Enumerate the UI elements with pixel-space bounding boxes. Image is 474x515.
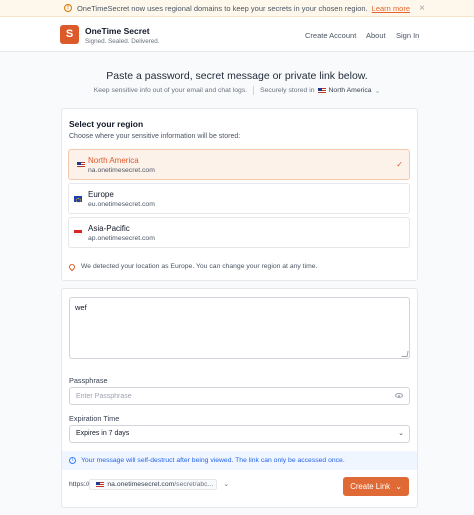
us-flag-icon — [77, 162, 85, 167]
region-host: ap.onetimesecret.com — [88, 235, 155, 242]
divider — [253, 86, 254, 95]
hero-subtext: Keep sensitive info out of your email and chat logs. — [93, 87, 248, 94]
stored-label: Securely stored in — [260, 87, 315, 94]
secret-textarea[interactable] — [69, 297, 410, 359]
ap-flag-icon — [74, 230, 82, 236]
us-flag-icon — [318, 88, 326, 93]
close-icon[interactable]: × — [419, 3, 425, 14]
banner-text: OneTimeSecret now uses regional domains to keep your secrets in your chosen region. — [76, 3, 368, 13]
create-link-button[interactable] — [343, 477, 409, 496]
info-text: Your message will self-destruct after being viewed. The link can only be accessed once. — [81, 457, 345, 464]
url-host: na.onetimesecret.com — [107, 480, 175, 488]
region-host: eu.onetimesecret.com — [88, 201, 155, 208]
url-preview — [69, 477, 229, 491]
eu-flag-icon — [74, 196, 82, 202]
region-name: Asia-Pacific — [88, 224, 130, 233]
warning-icon: ! — [64, 4, 72, 12]
location-pin-icon — [68, 262, 76, 270]
site-header — [0, 17, 474, 52]
region-host: na.onetimesecret.com — [88, 167, 155, 174]
chevron-down-icon: ⌄ — [374, 87, 381, 95]
resize-handle-icon[interactable] — [401, 351, 408, 357]
chevron-down-icon: ⌄ — [395, 482, 402, 491]
location-notice — [69, 263, 317, 270]
region-name: North America — [88, 156, 139, 165]
eye-icon[interactable] — [395, 393, 403, 398]
url-path: /secret/abc... — [174, 480, 214, 488]
announcement-banner — [0, 0, 474, 17]
passphrase-input[interactable] — [69, 387, 410, 405]
nav-sign-in[interactable]: Sign In — [396, 31, 420, 40]
region-option-asia-pacific[interactable] — [68, 217, 410, 248]
region-option-europe[interactable] — [68, 183, 410, 214]
region-subtitle: Choose where your sensitive information will be stored: — [69, 133, 241, 140]
page-headline: Paste a password, secret message or private link below. — [106, 70, 368, 82]
expiration-label: Expiration Time — [69, 414, 120, 423]
region-dropdown[interactable] — [315, 87, 381, 95]
check-icon: ✓ — [396, 160, 403, 169]
brand-tagline: Signed. Sealed. Delivered. — [85, 38, 160, 45]
url-scheme: https:// — [69, 480, 90, 488]
chevron-down-icon: ⌄ — [398, 430, 404, 437]
region-name: Europe — [88, 190, 114, 199]
chevron-down-icon[interactable]: ⌄ — [223, 481, 229, 488]
hero-subline — [0, 86, 474, 95]
us-flag-icon — [96, 482, 104, 487]
stored-region: North America — [328, 87, 372, 94]
domain-selector[interactable] — [89, 479, 217, 490]
learn-more-link[interactable]: Learn more — [371, 3, 411, 13]
logo[interactable]: S — [60, 25, 79, 44]
nav-create-account[interactable]: Create Account — [305, 31, 357, 40]
expiration-select[interactable] — [69, 425, 410, 443]
info-icon: i — [69, 457, 76, 464]
expiration-value: Expires in 7 days — [76, 430, 130, 437]
passphrase-label: Passphrase — [69, 376, 108, 385]
create-link-label: Create Link — [350, 482, 391, 491]
location-text: We detected your location as Europe. You can change your region at any time. — [81, 263, 318, 270]
brand-name[interactable]: OneTime Secret — [85, 26, 150, 36]
secret-form-card — [61, 288, 418, 508]
info-notice — [62, 451, 417, 470]
region-card — [61, 108, 418, 281]
region-option-north-america[interactable] — [68, 149, 410, 180]
region-title: Select your region — [69, 119, 144, 129]
nav-about[interactable]: About — [366, 31, 386, 40]
